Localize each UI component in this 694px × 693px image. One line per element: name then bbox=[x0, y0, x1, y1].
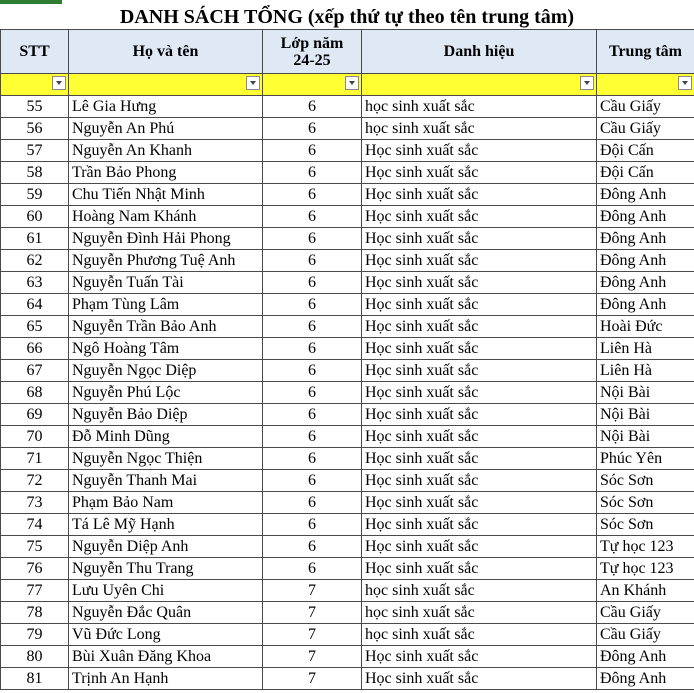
filter-cell-grade bbox=[263, 74, 362, 96]
table-row bbox=[1, 162, 694, 184]
cell-award[interactable]: học sinh xuất sắc bbox=[362, 602, 597, 624]
cell-stt[interactable]: 60 bbox=[1, 206, 69, 228]
table-row bbox=[1, 668, 694, 690]
cell-center[interactable]: Liên Hà bbox=[597, 360, 694, 382]
table-row bbox=[1, 184, 694, 206]
cell-grade[interactable]: 6 bbox=[263, 514, 362, 536]
cell-stt[interactable]: 58 bbox=[1, 162, 69, 184]
cell-name[interactable]: Hoàng Nam Khánh bbox=[69, 206, 263, 228]
cell-name[interactable]: Trần Bảo Phong bbox=[69, 162, 263, 184]
student-table bbox=[0, 29, 694, 690]
cell-center[interactable]: Nội Bài bbox=[597, 426, 694, 448]
cell-name[interactable]: Nguyễn Diệp Anh bbox=[69, 536, 263, 558]
cell-award[interactable]: Học sinh xuất sắc bbox=[362, 316, 597, 338]
filter-dropdown-icon[interactable] bbox=[246, 76, 260, 90]
cell-name[interactable]: Nguyễn An Phú bbox=[69, 118, 263, 140]
cell-stt[interactable]: 62 bbox=[1, 250, 69, 272]
cell-center[interactable]: An Khánh bbox=[597, 580, 694, 602]
table-row bbox=[1, 96, 694, 118]
cell-name[interactable]: Nguyễn Ngọc Thiện bbox=[69, 448, 263, 470]
cell-center[interactable]: Cầu Giấy bbox=[597, 602, 694, 624]
cell-grade[interactable]: 6 bbox=[263, 118, 362, 140]
cell-center[interactable]: Đông Anh bbox=[597, 294, 694, 316]
cell-center[interactable]: Phúc Yên bbox=[597, 448, 694, 470]
cell-award[interactable]: học sinh xuất sắc bbox=[362, 580, 597, 602]
cell-center[interactable]: Sóc Sơn bbox=[597, 492, 694, 514]
header-grade-line1: Lớp năm bbox=[280, 34, 344, 52]
cell-grade[interactable]: 7 bbox=[263, 580, 362, 602]
table-row bbox=[1, 602, 694, 624]
cell-award[interactable]: Học sinh xuất sắc bbox=[362, 228, 597, 250]
cell-center[interactable]: Nội Bài bbox=[597, 404, 694, 426]
cell-center[interactable]: Cầu Giấy bbox=[597, 624, 694, 646]
cell-award[interactable]: Học sinh xuất sắc bbox=[362, 250, 597, 272]
cell-award[interactable]: học sinh xuất sắc bbox=[362, 118, 597, 140]
cell-award[interactable]: Học sinh xuất sắc bbox=[362, 140, 597, 162]
cell-center[interactable]: Sóc Sơn bbox=[597, 470, 694, 492]
table-row bbox=[1, 558, 694, 580]
cell-center[interactable]: Đông Anh bbox=[597, 206, 694, 228]
cell-award[interactable]: học sinh xuất sắc bbox=[362, 96, 597, 118]
cell-name[interactable]: Nguyễn Phương Tuệ Anh bbox=[69, 250, 263, 272]
cell-stt[interactable]: 75 bbox=[1, 536, 69, 558]
header-stt[interactable]: STT bbox=[1, 30, 69, 74]
table-row bbox=[1, 426, 694, 448]
header-name[interactable]: Họ và tên bbox=[69, 30, 263, 74]
cell-center[interactable]: Tự học 123 bbox=[597, 558, 694, 580]
cell-name[interactable]: Lê Gia Hưng bbox=[69, 96, 263, 118]
filter-cell-stt bbox=[1, 74, 69, 96]
cell-center[interactable]: Đội Cấn bbox=[597, 140, 694, 162]
cell-grade[interactable]: 6 bbox=[263, 426, 362, 448]
cell-stt[interactable]: 65 bbox=[1, 316, 69, 338]
table-row bbox=[1, 580, 694, 602]
cell-award[interactable]: Học sinh xuất sắc bbox=[362, 536, 597, 558]
filter-row bbox=[1, 74, 694, 96]
table-row bbox=[1, 206, 694, 228]
cell-stt[interactable]: 55 bbox=[1, 96, 69, 118]
cell-name[interactable]: Nguyễn Thanh Mai bbox=[69, 470, 263, 492]
table-row bbox=[1, 624, 694, 646]
cell-name[interactable]: Chu Tiến Nhật Minh bbox=[69, 184, 263, 206]
cell-award[interactable]: Học sinh xuất sắc bbox=[362, 272, 597, 294]
cell-center[interactable]: Tự học 123 bbox=[597, 536, 694, 558]
cell-name[interactable]: Lưu Uyên Chi bbox=[69, 580, 263, 602]
cell-grade[interactable]: 6 bbox=[263, 536, 362, 558]
cell-name[interactable]: Trịnh An Hạnh bbox=[69, 668, 263, 690]
table-row bbox=[1, 448, 694, 470]
cell-grade[interactable]: 7 bbox=[263, 624, 362, 646]
table-row bbox=[1, 338, 694, 360]
cell-award[interactable]: Học sinh xuất sắc bbox=[362, 470, 597, 492]
cell-center[interactable]: Liên Hà bbox=[597, 338, 694, 360]
cell-grade[interactable]: 6 bbox=[263, 228, 362, 250]
cell-grade[interactable]: 6 bbox=[263, 272, 362, 294]
cell-award[interactable]: Học sinh xuất sắc bbox=[362, 294, 597, 316]
cell-award[interactable]: Học sinh xuất sắc bbox=[362, 646, 597, 668]
filter-cell-award bbox=[362, 74, 597, 96]
cell-award[interactable]: Học sinh xuất sắc bbox=[362, 206, 597, 228]
cell-grade[interactable]: 6 bbox=[263, 360, 362, 382]
cell-name[interactable]: Nguyễn An Khanh bbox=[69, 140, 263, 162]
cell-name[interactable]: Tá Lê Mỹ Hạnh bbox=[69, 514, 263, 536]
cell-stt[interactable]: 67 bbox=[1, 360, 69, 382]
cell-center[interactable]: Cầu Giấy bbox=[597, 118, 694, 140]
table-row bbox=[1, 118, 694, 140]
cell-award[interactable]: Học sinh xuất sắc bbox=[362, 668, 597, 690]
table-row bbox=[1, 316, 694, 338]
filter-cell-center bbox=[597, 74, 694, 96]
cell-award[interactable]: Học sinh xuất sắc bbox=[362, 448, 597, 470]
cell-name[interactable]: Nguyễn Đắc Quân bbox=[69, 602, 263, 624]
cell-center[interactable]: Cầu Giấy bbox=[597, 96, 694, 118]
cell-stt[interactable]: 71 bbox=[1, 448, 69, 470]
cell-name[interactable]: Phạm Tùng Lâm bbox=[69, 294, 263, 316]
cell-award[interactable]: Học sinh xuất sắc bbox=[362, 514, 597, 536]
cell-grade[interactable]: 6 bbox=[263, 294, 362, 316]
cell-center[interactable]: Đông Anh bbox=[597, 184, 694, 206]
cell-grade[interactable]: 6 bbox=[263, 448, 362, 470]
cell-grade[interactable]: 6 bbox=[263, 404, 362, 426]
cell-stt[interactable]: 57 bbox=[1, 140, 69, 162]
sheet-title: DANH SÁCH TỔNG (xếp thứ tự theo tên trung tâm) bbox=[119, 6, 575, 28]
cell-stt[interactable]: 61 bbox=[1, 228, 69, 250]
cell-stt[interactable]: 78 bbox=[1, 602, 69, 624]
cell-name[interactable]: Nguyễn Trần Bảo Anh bbox=[69, 316, 263, 338]
cell-award[interactable]: Học sinh xuất sắc bbox=[362, 426, 597, 448]
filter-dropdown-icon[interactable] bbox=[580, 76, 594, 90]
table-row bbox=[1, 360, 694, 382]
cell-award[interactable]: Học sinh xuất sắc bbox=[362, 338, 597, 360]
header-grade-line2: 24-25 bbox=[293, 51, 331, 69]
cell-award[interactable]: Học sinh xuất sắc bbox=[362, 382, 597, 404]
cell-stt[interactable]: 73 bbox=[1, 492, 69, 514]
cell-stt[interactable]: 80 bbox=[1, 646, 69, 668]
table-row bbox=[1, 536, 694, 558]
cell-center[interactable]: Nội Bài bbox=[597, 382, 694, 404]
cell-stt[interactable]: 68 bbox=[1, 382, 69, 404]
cell-award[interactable]: học sinh xuất sắc bbox=[362, 624, 597, 646]
filter-dropdown-icon[interactable] bbox=[52, 76, 66, 90]
cell-grade[interactable]: 6 bbox=[263, 382, 362, 404]
header-award[interactable]: Danh hiệu bbox=[362, 30, 597, 74]
header-grade[interactable] bbox=[263, 30, 362, 74]
header-row bbox=[1, 30, 694, 74]
table-row bbox=[1, 228, 694, 250]
cell-stt[interactable]: 69 bbox=[1, 404, 69, 426]
cell-center[interactable]: Đông Anh bbox=[597, 228, 694, 250]
cell-stt[interactable]: 77 bbox=[1, 580, 69, 602]
cell-name[interactable]: Nguyễn Ngọc Diệp bbox=[69, 360, 263, 382]
cell-grade[interactable]: 6 bbox=[263, 316, 362, 338]
cell-stt[interactable]: 76 bbox=[1, 558, 69, 580]
cell-center[interactable]: Đông Anh bbox=[597, 646, 694, 668]
cell-name[interactable]: Đỗ Minh Dũng bbox=[69, 426, 263, 448]
cell-stt[interactable]: 56 bbox=[1, 118, 69, 140]
table-row bbox=[1, 250, 694, 272]
cell-center[interactable]: Hoài Đức bbox=[597, 316, 694, 338]
cell-grade[interactable]: 6 bbox=[263, 184, 362, 206]
cell-stt[interactable]: 63 bbox=[1, 272, 69, 294]
table-row bbox=[1, 140, 694, 162]
cell-name[interactable]: Nguyễn Tuấn Tài bbox=[69, 272, 263, 294]
table-row bbox=[1, 404, 694, 426]
cell-name[interactable]: Nguyễn Phú Lộc bbox=[69, 382, 263, 404]
cell-grade[interactable]: 6 bbox=[263, 470, 362, 492]
cell-stt[interactable]: 81 bbox=[1, 668, 69, 690]
cell-grade[interactable]: 7 bbox=[263, 668, 362, 690]
table-row bbox=[1, 646, 694, 668]
cell-stt[interactable]: 79 bbox=[1, 624, 69, 646]
cell-center[interactable]: Sóc Sơn bbox=[597, 514, 694, 536]
cell-name[interactable]: Nguyễn Bảo Diệp bbox=[69, 404, 263, 426]
cell-grade[interactable]: 6 bbox=[263, 140, 362, 162]
cell-name[interactable]: Phạm Bảo Nam bbox=[69, 492, 263, 514]
cell-grade[interactable]: 7 bbox=[263, 602, 362, 624]
cell-grade[interactable]: 6 bbox=[263, 558, 362, 580]
table-row bbox=[1, 272, 694, 294]
cell-grade[interactable]: 7 bbox=[263, 646, 362, 668]
table-row bbox=[1, 470, 694, 492]
cell-name[interactable]: Bùi Xuân Đăng Khoa bbox=[69, 646, 263, 668]
cell-stt[interactable]: 64 bbox=[1, 294, 69, 316]
cell-center[interactable]: Đông Anh bbox=[597, 250, 694, 272]
cell-grade[interactable]: 6 bbox=[263, 162, 362, 184]
table-row bbox=[1, 492, 694, 514]
cell-center[interactable]: Đông Anh bbox=[597, 272, 694, 294]
cell-award[interactable]: Học sinh xuất sắc bbox=[362, 184, 597, 206]
cell-award[interactable]: Học sinh xuất sắc bbox=[362, 558, 597, 580]
table-body bbox=[1, 96, 694, 690]
cell-center[interactable]: Đông Anh bbox=[597, 668, 694, 690]
cell-grade[interactable]: 6 bbox=[263, 492, 362, 514]
cell-award[interactable]: Học sinh xuất sắc bbox=[362, 404, 597, 426]
filter-dropdown-icon[interactable] bbox=[678, 76, 692, 90]
filter-cell-name bbox=[69, 74, 263, 96]
cell-award[interactable]: Học sinh xuất sắc bbox=[362, 492, 597, 514]
table-row bbox=[1, 514, 694, 536]
cell-name[interactable]: Ngô Hoàng Tâm bbox=[69, 338, 263, 360]
cell-stt[interactable]: 66 bbox=[1, 338, 69, 360]
cell-center[interactable]: Đội Cấn bbox=[597, 162, 694, 184]
cell-grade[interactable]: 6 bbox=[263, 206, 362, 228]
filter-dropdown-icon[interactable] bbox=[345, 76, 359, 90]
table-row bbox=[1, 294, 694, 316]
cell-grade[interactable]: 6 bbox=[263, 250, 362, 272]
cell-name[interactable]: Vũ Đức Long bbox=[69, 624, 263, 646]
cell-grade[interactable]: 6 bbox=[263, 338, 362, 360]
cell-award[interactable]: Học sinh xuất sắc bbox=[362, 360, 597, 382]
cell-stt[interactable]: 74 bbox=[1, 514, 69, 536]
cell-name[interactable]: Nguyễn Thu Trang bbox=[69, 558, 263, 580]
cell-grade[interactable]: 6 bbox=[263, 96, 362, 118]
header-center[interactable]: Trung tâm bbox=[597, 30, 694, 74]
table-row bbox=[1, 382, 694, 404]
cell-award[interactable]: Học sinh xuất sắc bbox=[362, 162, 597, 184]
cell-stt[interactable]: 59 bbox=[1, 184, 69, 206]
cell-name[interactable]: Nguyễn Đình Hải Phong bbox=[69, 228, 263, 250]
cell-stt[interactable]: 70 bbox=[1, 426, 69, 448]
cell-stt[interactable]: 72 bbox=[1, 470, 69, 492]
